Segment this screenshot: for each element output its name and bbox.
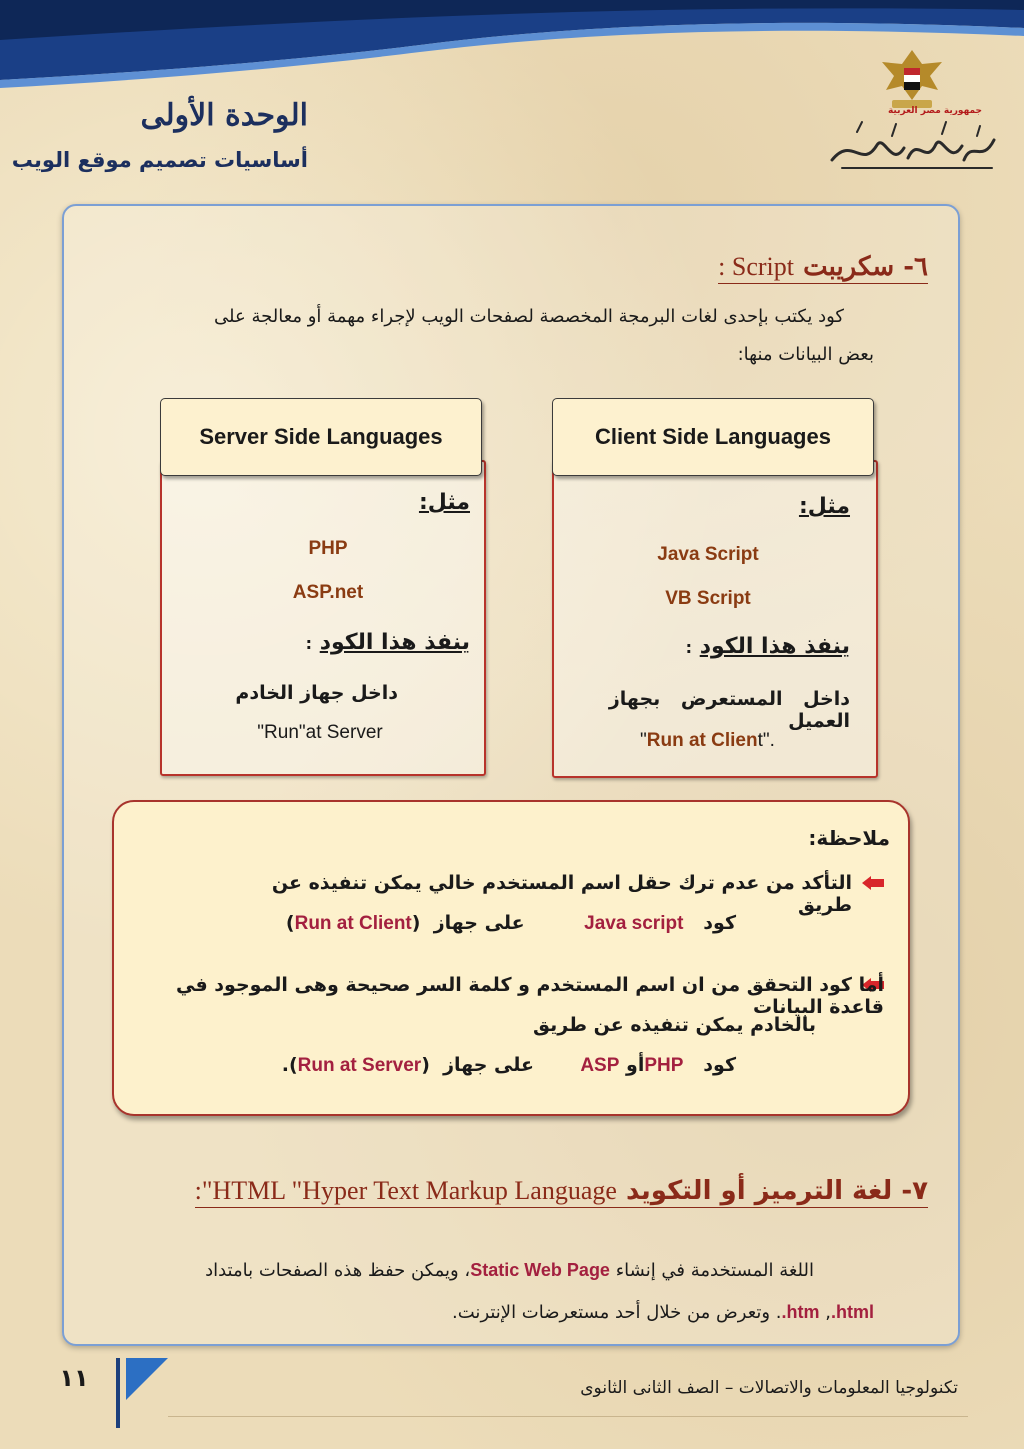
server-exec-label-text: ينفذ هذا الكود <box>319 630 470 655</box>
html-line2-post: . وتعرض من خلال أحد مستعرضات الإنترنت. <box>452 1302 782 1323</box>
footer-vertical-rule <box>116 1358 120 1428</box>
bullet-arrow-icon <box>862 876 884 890</box>
note-device: على جهاز <box>433 912 525 934</box>
client-side-header: Client Side Languages <box>552 398 874 476</box>
htm-extension: .htm <box>781 1302 820 1322</box>
script-intro-line-1: كود يكتب بإحدى لغات البرمجة المخصصة لصفحات الويب لإجراء مهمة أو معالجة على <box>214 306 844 327</box>
client-lang-item: Java Script <box>657 544 759 565</box>
note-lang-asp: ASP <box>580 1055 620 1076</box>
client-lang-item: VB Script <box>665 588 751 609</box>
note-bullet-1-line-1: التأكد من عدم ترك حقل اسم المستخدم خالي يمكن تنفيذه عن طريق <box>271 872 852 916</box>
section-number: ٧- <box>901 1176 928 1206</box>
server-run-note: "Run"at Server <box>257 722 383 743</box>
server-side-header: Server Side Languages <box>160 398 482 476</box>
server-lang-item: ASP.net <box>292 582 364 603</box>
script-intro-line-2: بعض البيانات منها: <box>737 344 874 365</box>
client-exec-detail: داخل المستعرض بجهاز العميل <box>608 688 850 732</box>
server-exec-detail: داخل جهاز الخادم <box>235 682 398 704</box>
html-section-heading <box>195 1176 928 1208</box>
server-lang-item: PHP <box>308 538 348 559</box>
note-bullet-2-line-2: بالخادم يمكن تنفيذه عن طريق <box>533 1014 816 1036</box>
server-example-label: مثل: <box>418 490 470 515</box>
note-bullet-2-line-3: كود PHPأو ASP على جهاز (Run at Server). <box>281 1054 736 1076</box>
client-run-keyword: Run at Clien <box>646 730 758 751</box>
server-exec-label <box>170 630 470 655</box>
section-title-en: Script : <box>718 252 794 281</box>
emblem-caption: جمهورية مصر العربية <box>887 106 983 116</box>
static-web-page-keyword: Static Web Page <box>470 1260 610 1280</box>
html-intro-line-2 <box>154 1302 874 1323</box>
html-line1-post: ، ويمكن حفظ هذه الصفحات بامتداد <box>205 1260 471 1281</box>
note-lang-javascript: Java script <box>584 913 684 934</box>
script-section-heading <box>718 252 928 284</box>
client-run-note <box>640 730 880 752</box>
client-run-quote: " <box>640 730 647 751</box>
eagle-emblem-icon <box>882 50 942 108</box>
extension-separator: , <box>819 1302 831 1323</box>
note-run-at-server: Run at Server <box>297 1055 422 1076</box>
footer-divider <box>168 1416 968 1417</box>
section-number: ٦- <box>903 252 928 282</box>
client-exec-label-text: ينفذ هذا الكود <box>699 634 850 659</box>
server-exec-colon: : <box>305 634 313 653</box>
note-bullet-2-line-1: أما كود التحقق من ان اسم المستخدم و كلمة السر صحيحة وهى الموجود في قاعدة البيانات <box>176 974 884 1018</box>
client-exec-colon: : <box>685 638 693 657</box>
html-extension: .html <box>831 1302 874 1322</box>
client-run-end: t". <box>757 730 775 751</box>
section-title-ar: سكريبت <box>803 252 895 282</box>
note-device: على جهاز <box>443 1054 534 1076</box>
note-code-word: كود <box>703 1054 736 1076</box>
ministry-calligraphy <box>832 122 994 168</box>
client-example-label: مثل: <box>798 494 850 519</box>
note-code-word: كود <box>703 912 736 934</box>
note-or: أو <box>626 1054 645 1076</box>
html-intro-line-1 <box>94 1260 814 1281</box>
footer-course-title: تكنولوجيا المعلومات والاتصالات – الصف الثانى الثانوى <box>580 1378 958 1398</box>
client-exec-label <box>550 634 850 659</box>
note-title: ملاحظة: <box>808 826 890 850</box>
section-title-ar: لغة الترميز أو التكويد <box>625 1176 893 1206</box>
note-bullet-1-line-2: كود Java script على جهاز (Run at Client) <box>285 912 736 934</box>
html-line1-pre: اللغة المستخدمة في إنشاء <box>615 1260 814 1281</box>
section-title-en: HTML "Hyper Text Markup Language": <box>194 1176 617 1205</box>
note-lang-php: PHP <box>644 1055 684 1076</box>
page-number: ١١ <box>59 1364 89 1392</box>
unit-subtitle: أساسيات تصميم موقع الويب <box>11 148 308 172</box>
note-run-at-client: Run at Client <box>294 913 412 934</box>
corner-triangle-icon <box>126 1358 168 1400</box>
unit-title: الوحدة الأولى <box>140 98 308 133</box>
